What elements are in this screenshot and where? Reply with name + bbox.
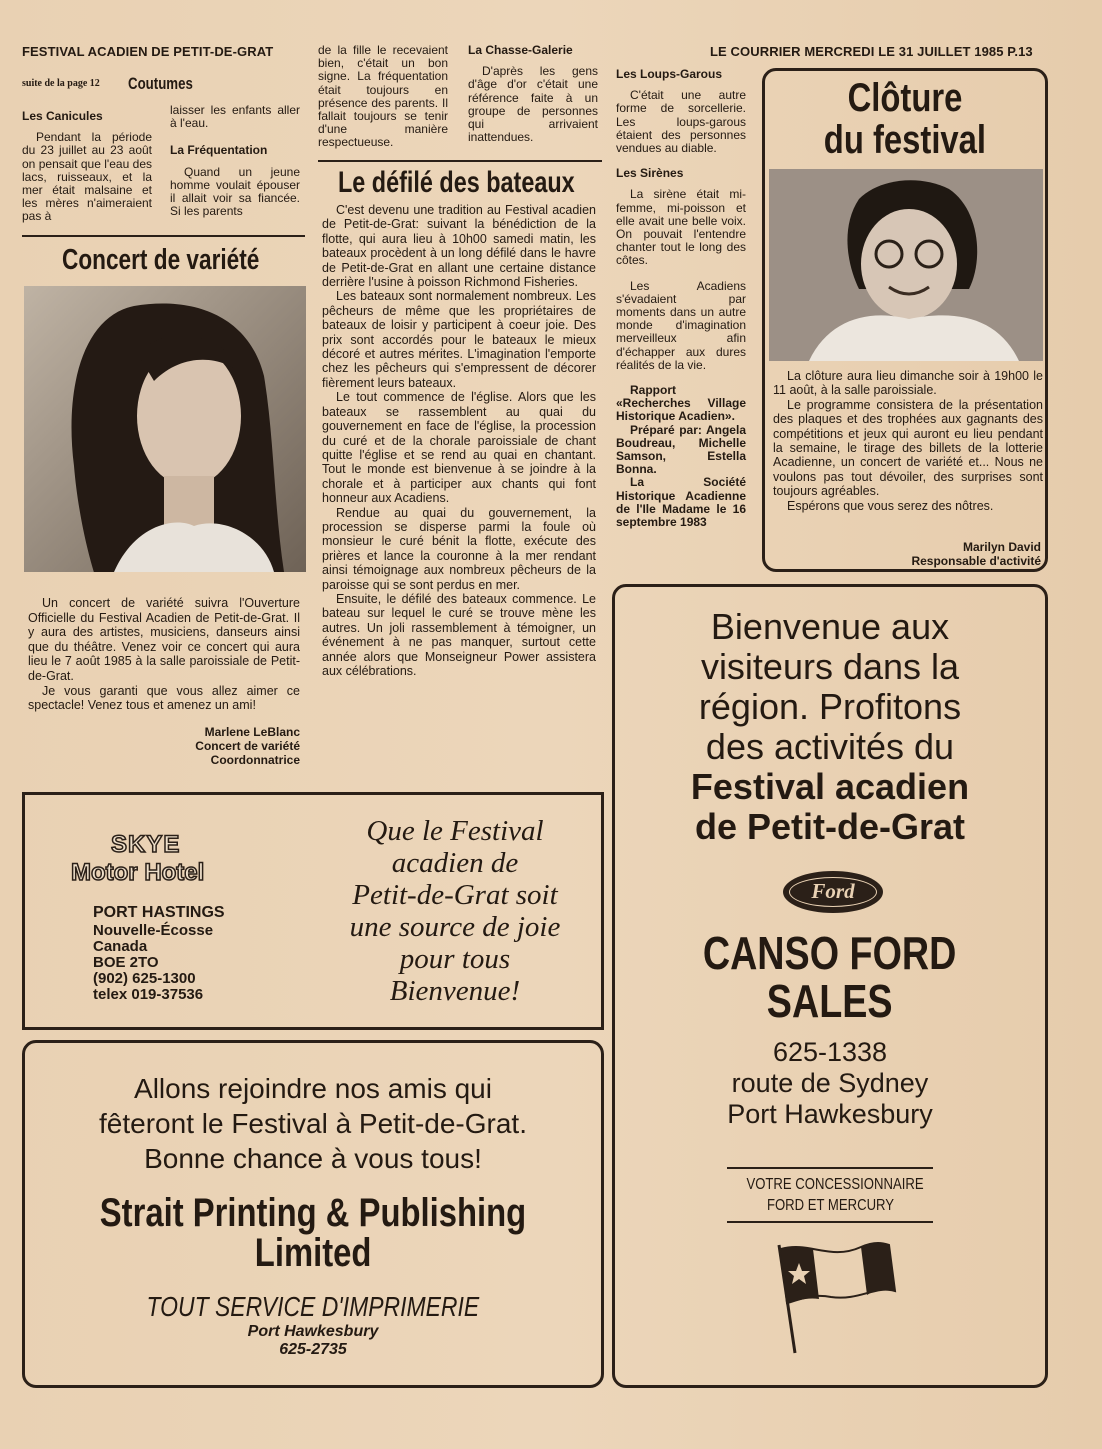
ad-skye-motor-hotel <box>22 792 604 1030</box>
coutumes-col-2 <box>170 104 300 218</box>
signature-title: Responsable d'activité <box>911 554 1041 568</box>
subhead-chasse-galerie: La Chasse-Galerie <box>468 43 573 57</box>
paragraph: Les Acadiens s'évadaient par moments dans un autre monde d'imagination merveilleux afin d'échapper aux dures réalités de la vie. <box>616 278 746 372</box>
message-line: Bienvenue! <box>389 975 521 1007</box>
paragraph: Pendant la période du 23 juillet au 23 août on pensait que l'eau des lacs, ruisseaux, et la mer était malsaine et les mères n'aimeraient pas à <box>22 130 152 224</box>
cloture-signature <box>865 540 1041 568</box>
tagline-line2: FORD ET MERCURY <box>766 1197 894 1214</box>
concert-signature <box>150 725 300 767</box>
message-line: région. Profitons <box>698 686 962 727</box>
paragraph: La sirène était mi-femme, mi-poisson et elle avait une belle voix. On pouvait l'entendre chanter tout le long des côtes. <box>616 187 746 268</box>
strait-service <box>25 1291 601 1323</box>
signature-name: Marilyn David <box>962 540 1041 554</box>
defile-body <box>322 203 596 678</box>
cloture-body <box>773 369 1043 513</box>
concert-title: Concert de variété <box>62 244 260 276</box>
message-line: Festival acadien <box>690 766 970 807</box>
ford-logo-text: Ford <box>811 879 855 903</box>
portrait-woman-image <box>24 286 306 572</box>
coutumes-col-5 <box>616 68 746 529</box>
credit-report: Rapport «Recherches Village Historique Acadien». <box>616 383 746 424</box>
message-line: Bienvenue aux <box>710 606 950 647</box>
hotel-message <box>315 815 595 1007</box>
dealer-phone: 625-1338 <box>772 1037 888 1067</box>
hotel-telex: telex 019-37536 <box>93 986 204 1003</box>
continued-note: suite de la page 12 <box>22 78 100 89</box>
message-line: visiteurs dans la <box>700 646 960 687</box>
paragraph: Un concert de variété suivra l'Ouverture Officielle du Festival Acadien de Petit-de-Grat. Il y aura des artistes, musiciens, danseurs ainsi que du théâtre. Venez voir ce concert qui aura lieu le 7 août 1985 à la salle paroissiale de Petit-de-Grat. <box>28 596 300 683</box>
dealer-name-line2: SALES <box>767 975 893 1027</box>
hotel-name-line2: Motor Hotel <box>71 859 205 886</box>
coutumes-col-3 <box>318 44 448 150</box>
hotel-city: PORT HASTINGS <box>93 904 225 921</box>
tagline-line1: VOTRE CONCESSIONNAIRE <box>746 1176 924 1193</box>
photo-cloture-coordinator <box>769 169 1043 361</box>
message-line: acadien de <box>391 847 519 879</box>
message-line: de Petit-de-Grat <box>694 806 966 847</box>
paragraph: Le programme consistera de la présentation des plaques et des trophées aux gagnants des compétitions et jeux qui auront eu lieu pendant la semaine, le tirage des billets de la lotterie Acadienne, un concert de variété et... Nous ne voulons pas tout dévoiler, des surprises sont toujours agréables. <box>773 397 1043 499</box>
strait-city: Port Hawkesbury <box>247 1323 379 1340</box>
cloture-box <box>762 68 1048 572</box>
message-line: Allons rejoindre nos amis qui <box>134 1073 492 1104</box>
canso-dealer-name <box>615 929 1045 1025</box>
header-right: LE COURRIER MERCREDI LE 31 JUILLET 1985 P.13 <box>710 44 1033 59</box>
message-line: Que le Festival <box>366 815 544 847</box>
cloture-title-line2: du festival <box>823 118 987 162</box>
message-line: des activités du <box>705 726 955 767</box>
subhead-sirenes: Les Sirènes <box>616 166 684 181</box>
message-line: Petit-de-Grat soit <box>352 879 558 911</box>
subhead-loups-garous: Les Loups-Garous <box>616 67 723 81</box>
company-name-line2: Limited <box>254 1231 372 1275</box>
subhead-canicules: Les Canicules <box>22 109 103 123</box>
strait-company <box>25 1193 601 1273</box>
company-name-line1: Strait Printing & Publishing <box>99 1191 527 1235</box>
dealer-tagline <box>727 1167 933 1223</box>
hotel-country: Canada <box>93 938 148 955</box>
paragraph: Quand un jeune homme voulait épouser il allait voir sa fiancée. Si les parents <box>170 164 300 219</box>
message-line: une source de joie <box>349 911 561 943</box>
dealer-name-line1: CANSO FORD <box>703 927 957 979</box>
hotel-postal: BOE 2TO <box>93 954 159 971</box>
header-left: FESTIVAL ACADIEN DE PETIT-DE-GRAT <box>22 44 274 59</box>
photo-concert-coordinator <box>24 286 306 572</box>
hotel-province: Nouvelle-Écosse <box>93 922 214 939</box>
message-line: Bonne chance à vous tous! <box>144 1143 482 1174</box>
ad-canso-ford <box>612 584 1048 1388</box>
paragraph: laisser les enfants aller à l'eau. <box>170 103 300 131</box>
paragraph: Espérons que vous serez des nôtres. <box>787 498 994 513</box>
defile-title: Le défilé des bateaux <box>338 166 575 199</box>
paragraph: C'était une autre forme de sorcellerie. Les loups-garous étaient des personnes vendues au diable. <box>616 88 746 156</box>
paragraph: D'après les gens d'âge d'or c'était une référence faite à un groupe de personnes qui arrivaient inattendues. <box>468 64 598 145</box>
divider <box>318 160 602 162</box>
subhead-frequentation: La Fréquentation <box>170 143 268 158</box>
ford-logo <box>783 871 883 913</box>
signature-title: Coordonnatrice <box>210 753 300 767</box>
portrait-woman-glasses-image <box>769 169 1043 361</box>
divider <box>22 235 305 237</box>
paragraph: La clôture aura lieu dimanche soir à 19h00 le 11 août, à la salle paroissiale. <box>773 369 1043 398</box>
signature-role: Concert de variété <box>195 739 300 753</box>
paragraph: Rendue au quai du gouvernement, la procession se disperse parmi la foule où monsieur le curé bénit la flotte, exécute des prières et lance la couronne à la mer rendant ainsi témoignage aux nombreux pêcheurs de la paroisse qui se sont perdus en mer. <box>322 505 596 592</box>
paragraph: C'est devenu une tradition au Festival acadien de Petit-de-Grat: suivant la bénédiction de la flotte, qui aura lieu à 10h00 samedi matin, les bateaux procèdent à un long défilé dans le havre de Petit-de-Grat en allant une certaine distance derrière l'usine à poisson Richmond Fisheries. <box>322 203 596 290</box>
paragraph: Je vous garanti que vous allez aimer ce spectacle! Venez tous et amenez un ami! <box>28 683 300 713</box>
hotel-phone: (902) 625-1300 <box>93 970 196 987</box>
strait-contact <box>25 1323 601 1359</box>
canso-contact <box>615 1037 1045 1130</box>
paragraph: Ensuite, le défilé des bateaux commence. Le bateau sur lequel le curé se trouve mène les autres. Un joli rassemblement à témoigner, un événement à ne pas manquer, surtout cette année alors que Monseigneur Power assistera aux célébrations. <box>322 591 596 678</box>
cloture-title <box>765 77 1045 161</box>
service-text: TOUT SERVICE D'IMPRIMERIE <box>146 1291 480 1322</box>
dealer-address: route de Sydney <box>731 1068 929 1098</box>
signature-name: Marlene LeBlanc <box>204 725 300 739</box>
coutumes-col-1 <box>22 104 152 224</box>
paragraph: de la fille le recevaient bien, c'était un bon signe. La fréquentation était toujours en présence des parents. Il fallait toujours se tenir d'une manière respectueuse. <box>318 43 448 150</box>
canso-message <box>615 607 1045 847</box>
dealer-city: Port Hawkesbury <box>727 1099 933 1129</box>
message-line: fêteront le Festival à Petit-de-Grat. <box>99 1108 527 1139</box>
strait-phone: 625-2735 <box>279 1341 347 1358</box>
strait-message <box>25 1071 601 1176</box>
coutumes-title: Coutumes <box>128 74 193 93</box>
credit-authors: Préparé par: Angela Boudreau, Michelle Samson, Estella Bonna. <box>616 422 746 477</box>
message-line: pour tous <box>399 943 511 975</box>
acadian-flag-icon <box>765 1227 905 1357</box>
paragraph: Les bateaux sont normalement nombreux. Les pêcheurs de même que les propriétaires de bateaux de loisir y participent à coeur joie. Des prix sont accordés pour le bateaux le mieux décoré et autres mérites. L'imagination l'emporte chez les pêcheurs qui s'empressent de décorer fièrement leurs bateaux. <box>322 289 596 390</box>
cloture-title-line1: Clôture <box>847 76 963 120</box>
concert-body <box>28 596 300 713</box>
hotel-name-line1: SKYE <box>111 831 181 858</box>
paragraph: Le tout commence de l'église. Alors que les bateaux se rassemblent au quai du gouvernement en face de l'église, la procession du curé et de la chorale paroissiale de chant quitte l'église et se rend au quai en chantant. Tout le monde est bienvenue à se joindre à la chorale et à participer aux chants qui font honneur aux Acadiens. <box>322 390 596 506</box>
hotel-address <box>93 905 225 1003</box>
credit-society: La Société Historique Acadienne de l'Ile Madame le 16 septembre 1983 <box>616 475 746 530</box>
ad-strait-printing <box>22 1040 604 1388</box>
coutumes-col-4 <box>468 44 598 144</box>
